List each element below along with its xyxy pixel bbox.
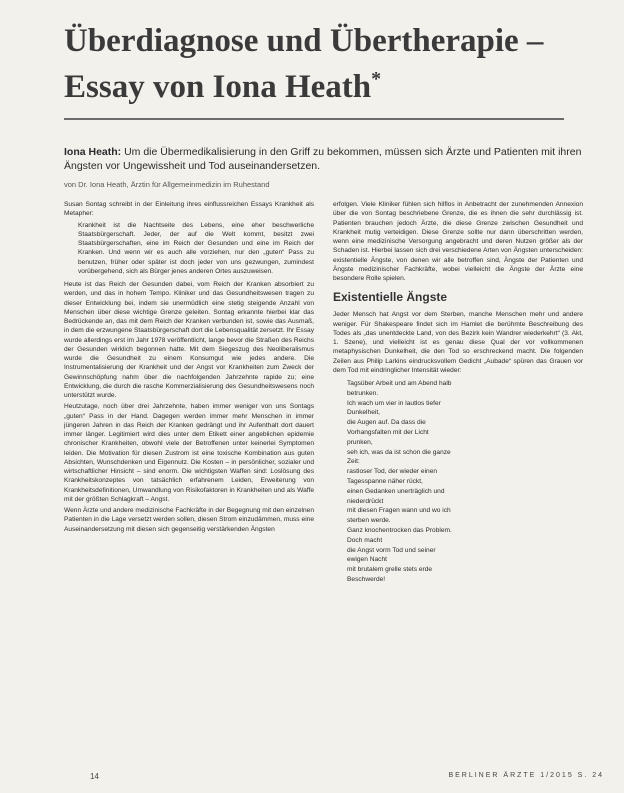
title-line-2: Essay von Iona Heath xyxy=(64,69,372,105)
poem-line: Tagesspanne näher rückt, xyxy=(347,477,423,485)
poem-line: Zeit: xyxy=(347,458,360,466)
poem-line: sterben werde. xyxy=(347,517,391,525)
lead-text: Um die Übermedikalisierung in den Griff zu bekommen, müssen sich Ärzte und Patienten mit ihren Ängsten vor Ungewissheit und Tod auseinandersetzen. xyxy=(64,146,582,172)
left-paragraph-2: Heute ist das Reich der Gesunden dabei, vom Reich der Kranken absorbiert zu werden, und das in hohem Tempo. Kliniker und das Gesundheitswesen tragen zu dieser Entwicklung bei, indem sie unermüdlich eine stetig steigende Anzahl von Menschen über diese wichtige Grenze geleiten. Sontag erkannte hierbei klar das Bedrückende an, das mit dem Reich der Kranken verbunden ist, sowie das Ausmaß, in dem die erzwungene Staatsbürgerschaft dort die Lebensqualität zersetzt. Ihr Essay wurde allerdings erst im Jahr 1978 veröffentlicht, lange bevor die Straßen des Reichs der Gesunden wirklich begonnen hatte. Mit dem Siegeszug des Neoliberalismus wurde die Gesundheit zu einem Konsumgut wie jedes andere. Die Instrumentalisierung der Krankheit und der Angst vor Krankheiten zum Zweck der Gewinnschöpfung nahm über die nachfolgenden Jahrzehnte rapide zu; eine Entwicklung, die durch die rasche Kommerzialisierung des Gesundheitswesens noch unterstützt wurde. xyxy=(64,281,314,399)
poem-line: seh ich, was da ist schon die ganze xyxy=(347,448,451,456)
poem-line: rastloser Tod, der wieder einen xyxy=(347,468,438,476)
right-column xyxy=(333,200,583,748)
poem-line: mit brutalem grelle stets erde xyxy=(347,566,433,574)
title-line-1: Überdiagnose und Übertherapie – xyxy=(64,23,544,59)
poem-line: Tagsüber Arbeit und am Abend halb xyxy=(347,380,452,387)
article-title xyxy=(64,22,584,106)
left-paragraph-4: Wenn Ärzte und andere medizinische Fachkräfte in der Begegnung mit den einzelnen Patienten in die Lage versetzt werden sollen, diesen Strom einzudämmen, muss eine Auseinandersetzung mit diesen sich gegenseitig verstärkenden Ängsten xyxy=(64,507,314,533)
page-number: 14 xyxy=(90,772,99,781)
title-footnote-mark: * xyxy=(371,68,382,90)
poem-line: prunken, xyxy=(347,438,373,446)
author-line: von Dr. Iona Heath, Ärztin für Allgemeinmedizin im Ruhestand xyxy=(64,180,270,189)
journal-footer: BERLINER ÄRZTE 1/2015 S. 24 xyxy=(448,772,604,779)
left-paragraph-1: Susan Sontag schreibt in der Einleitung ihres einflussreichen Essays Krankheit als Metapher: xyxy=(64,201,314,218)
right-paragraph-2: Jeder Mensch hat Angst vor dem Sterben, manche Menschen mehr und andere weniger. Für Shakespeare findet sich im Hamlet die berühmte Beschreibung des Todes als „das unentdeckte Land, von des Bezirk kein Wandrer wiederkehrt“ (3. Akt, 1. Szene), und vielleicht ist es genau diese Qual der vor vollkommenen metaphysischen Dunkelheit, die den Tod so erschreckend macht. Die folgenden Zeilen aus Philip Larkins eindrucksvollem Gedicht „Aubade“ spüren das Grauen vor dem Tod mit eindringlicher Intensität wieder: xyxy=(333,311,583,374)
poem-line: ewigen Nacht xyxy=(347,556,387,564)
right-paragraph-1: erfolgen. Viele Kliniker fühlen sich hilflos in Anbetracht der zunehmenden Annexion über die von Sontag beschriebene Grenze, die es ihnen die sehr durchlässig ist. Patienten brauchen jedoch Ärzte, die diese Grenze zwischen Gesundheit und Krankheit mutig verteidigen. Diese Grenze sollte nur dann überschritten werden, wenn eine medizinische Versorgung angebracht und deren Nutzen größer als der Schaden ist. Hierbei lassen sich drei verschiedene Arten von Ängsten unterscheiden: existentielle Ängste, von denen wir alle betroffen sind, Ängste der Patienten und Ängste medizinischer Fachkräfte, wobei vielleicht die Ängste der Ärzte eine besondere Rolle spielen. xyxy=(333,201,583,282)
poem-line: einen Gedanken unerträglich und xyxy=(347,487,445,495)
poem-line: Ganz knochentrocken das Problem. xyxy=(347,526,452,534)
poem-line: die Augen auf. Da dass die xyxy=(347,419,426,427)
poem-line: mit diesen Fragen wann und wo ich xyxy=(347,507,451,515)
poem-line: Beschwerde! xyxy=(347,575,386,583)
poem-line: niederdrückt xyxy=(347,497,384,505)
title-divider xyxy=(64,118,564,120)
lead-name: Iona Heath: xyxy=(64,146,122,158)
section-heading: Existentielle Ängste xyxy=(333,290,448,305)
left-column xyxy=(64,200,314,748)
poem-line: Dunkelheit, xyxy=(347,409,380,417)
poem-line: Ich wach um vier in lautlos tiefer xyxy=(347,399,441,407)
article-lead xyxy=(64,145,594,173)
poem-line: betrunken. xyxy=(347,389,379,397)
poem-line: die Angst vorm Tod und seiner xyxy=(347,546,436,554)
left-paragraph-3: Heutzutage, noch über drei Jahrzehnte, haben immer weniger von uns Sontags „guten“ Pass in der Hand. Dagegen werden immer mehr Menschen in immer jüngeren Jahren in das Reich der Kranken gedrängt und ihr Aufenthalt dort dauert immer länger. Legitimiert wird dies unter dem Etikett einer angeblichen epidemie chronischer Krankheiten, obwohl viele der Betroffenen unter keinerlei Symptomen leiden. Die Motivation für diesen Zustrom ist eine toxische Kombination aus guten Absichten, Wunschdenken und Eigennutz. Die Kosten – in persönlicher, sozialer und wirtschaftlicher Hinsicht – sind enorm. Die wichtigsten Waffen sind: Loslösung des Krankheitskonzeptes von tatsächlich erfahrenem Leiden, Erweiterung von Krankheitsdefinitionen, Umwandlung von Risikofaktoren in Krankheiten und als Waffe mit der größten Schlagkraft – Angst. xyxy=(64,403,314,503)
poem-quote xyxy=(347,379,583,585)
sontag-quote: Krankheit ist die Nachtseite des Lebens, eine eher beschwerliche Staatsbürgerschaft. Jeder, der auf die Welt kommt, besitzt zwei Staatsbürgerschaften, eine im Reich der Gesunden und eine im Reich der Kranken. Und wenn wir es auch alle vorziehen, nur den „guten“ Pass zu benutzen, früher oder später ist doch jeder von uns gezwungen, zumindest vorübergehend, sich als Bürger jenes anderen Ortes auszuweisen. xyxy=(78,221,314,275)
poem-line: Doch macht xyxy=(347,536,383,544)
poem-line: Vorhangsfalten mit der Licht xyxy=(347,428,429,436)
